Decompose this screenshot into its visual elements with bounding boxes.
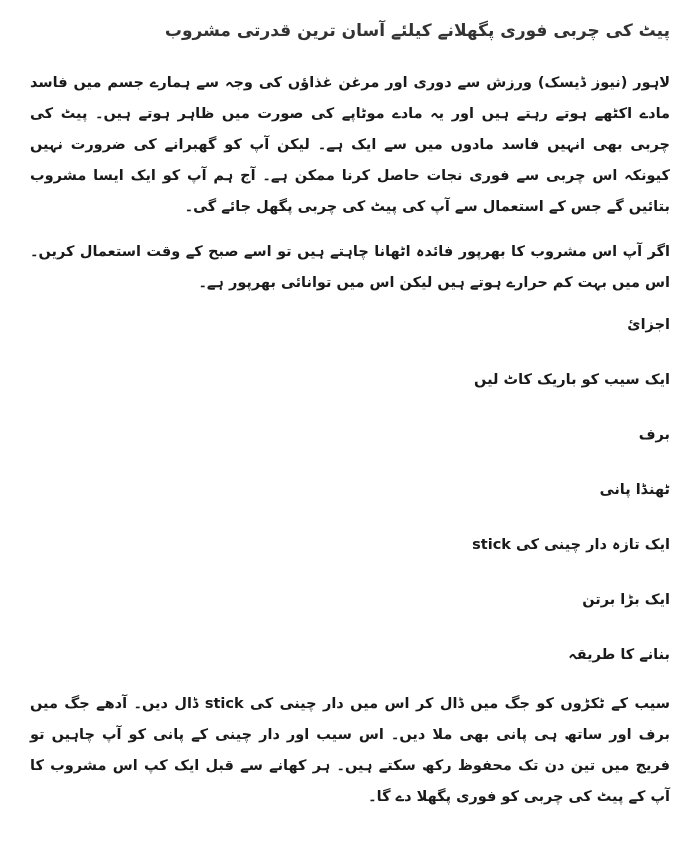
- ingredients-heading: اجزائ: [627, 317, 670, 333]
- method-paragraph: سیب کے ٹکڑوں کو جگ میں ڈال کر اس میں دار چینی کی stick ڈال دیں۔ آدھے جگ میں برف اور ساتھ ہی پانی بھی ملا دیں۔ اس سیب اور دار چینی کے پانی کو آپ چاہیں تو فریج میں تین دن تک محفوظ رکھ سکتے ہیں۔ ہر کھانے سے قبل ایک کپ اس مشروب کا آپ کے پیٹ کی چربی کو فوری پگھلا دے گا۔: [30, 696, 670, 805]
- ingredient-item: ٹھنڈا پانی: [599, 482, 670, 498]
- ingredient-item: ایک تازہ دار چینی کی stick: [472, 537, 670, 553]
- ingredient-item: برف: [638, 427, 670, 443]
- method-heading: بنانے کا طریقہ: [568, 647, 670, 663]
- usage-paragraph: اگر آپ اس مشروب کا بھرپور فائدہ اٹھانا چاہتے ہیں تو اسے صبح کے وقت استعمال کریں۔ اس میں بہت کم حرارے ہوتے ہیں لیکن اس میں توانائی بھرپور ہے۔: [30, 244, 670, 291]
- ingredient-item: ایک سیب کو باریک کاٹ لیں: [474, 372, 670, 388]
- article-title: پیٹ کی چربی فوری پگھلانے کیلئے آسان ترین قدرتی مشروب: [164, 21, 670, 41]
- intro-paragraph: لاہور (نیوز ڈیسک) ورزش سے دوری اور مرغن غذاؤں کی وجہ سے ہمارے جسم میں فاسد مادے اکٹھے ہوتے رہتے ہیں اور یہ مادے موٹاپے کی صورت میں ظاہر ہوتے ہیں۔ پیٹ کی چربی بھی انہیں فاسد مادوں میں سے ایک ہے۔ لیکن آپ کو گھبرانے کی ضرورت نہیں کیونکہ اس چربی سے فوری نجات حاصل کرنا ممکن ہے۔ آج ہم آپ کو ایک ایسا مشروب بتائیں گے جس کے استعمال سے آپ کی پیٹ کی چربی پگھل جائے گی۔: [30, 75, 670, 215]
- ingredient-item: ایک بڑا برتن: [582, 592, 670, 608]
